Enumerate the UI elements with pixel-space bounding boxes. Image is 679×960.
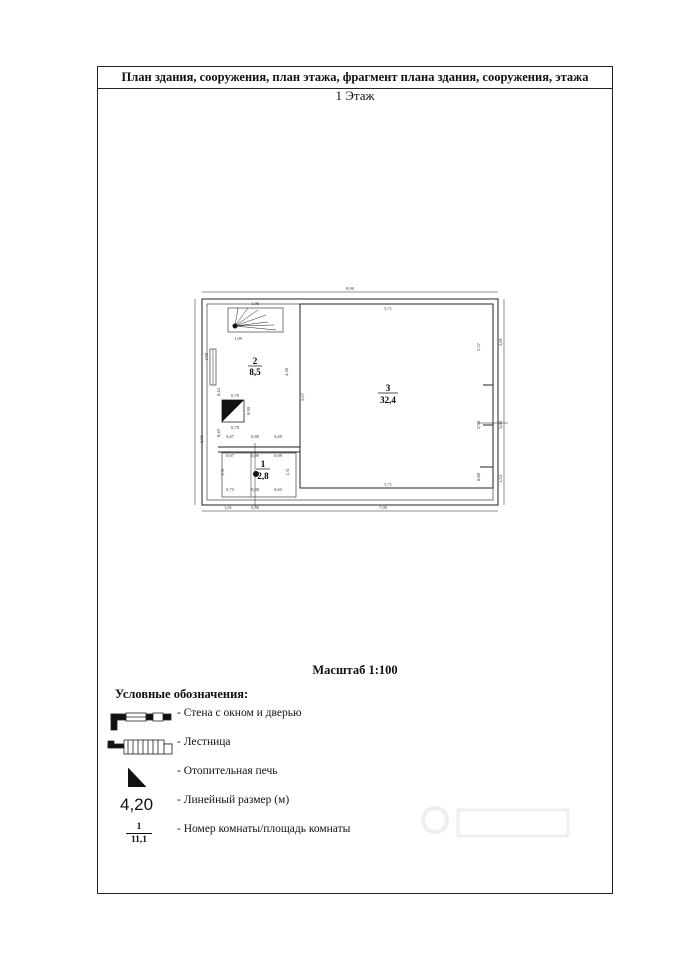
floor-label: 1 Этаж	[335, 88, 375, 103]
dim: 1,06	[251, 301, 259, 306]
legend-stairs-label: - Лестница	[177, 736, 231, 748]
room-2-number: 2	[252, 356, 258, 366]
dim: 5,67	[300, 393, 305, 401]
dim: 1,24	[498, 475, 503, 483]
dimension-example: 4,20	[120, 795, 154, 814]
room-1-number: 1	[260, 459, 266, 469]
room-2-area: 8,5	[249, 367, 261, 377]
room-1-area: 2,8	[257, 471, 269, 481]
dim: 2,57	[476, 343, 481, 351]
stove-fill-icon	[222, 400, 244, 422]
dim: 1,31	[285, 468, 290, 476]
outer-wall	[202, 299, 498, 505]
dim: 0,67	[226, 434, 234, 439]
dim: 0,49	[216, 429, 221, 437]
dim: 7,09	[379, 505, 387, 510]
dim: 0,90	[246, 407, 251, 415]
dim: 1,31	[220, 468, 225, 476]
document-frame	[97, 66, 613, 894]
dim: 0,70	[231, 393, 239, 398]
stairs-icon	[108, 740, 172, 754]
dim: 0,44	[216, 388, 221, 396]
dim: 1,01	[224, 505, 232, 510]
room-3-walls	[300, 304, 493, 488]
scale-label: Масштаб 1:100	[312, 663, 398, 677]
dim: 5,65	[199, 435, 204, 443]
dim: 5,71	[384, 306, 392, 311]
dim: 0,69	[274, 453, 282, 458]
legend-stove-label: - Отопительная печь	[177, 765, 278, 777]
room-number-icon	[126, 822, 152, 845]
stove-legend-icon	[128, 768, 146, 787]
dim: 1,90	[204, 353, 209, 361]
room-example-area: 11,1	[130, 835, 148, 845]
legend-wall-label: - Стена с окном и дверью	[177, 707, 302, 719]
dim: 0,69	[274, 434, 282, 439]
room-3-number: 3	[385, 383, 391, 393]
document-title: План здания, сооружения, план этажа, фрагмент плана здания, сооружения, этажа	[98, 67, 612, 89]
legend-dimension-label: - Линейный размер (м)	[177, 794, 290, 806]
dim: 0,73	[226, 487, 234, 492]
dim: 0,63	[274, 487, 282, 492]
room-3-area: 32,4	[380, 395, 396, 405]
dim: 5,71	[384, 482, 392, 487]
stair-marker-icon	[233, 324, 238, 329]
dim: 0,80	[251, 453, 259, 458]
dim: 2,90	[476, 421, 481, 429]
legend-room-label: - Номер комнаты/площадь комнаты	[177, 823, 351, 835]
dim: 4,38	[284, 368, 289, 376]
floor-plan	[98, 67, 614, 895]
dim: 0,67	[226, 453, 234, 458]
watermark-icon	[413, 780, 583, 860]
dimension-labels	[199, 286, 504, 511]
legend-title: Условные обозначения:	[115, 687, 249, 701]
inner-wall	[207, 304, 493, 500]
dim: 0,80	[251, 434, 259, 439]
dim: 8,90	[346, 286, 354, 291]
wall-window-door-icon	[111, 713, 171, 730]
dim: 1,09	[234, 336, 242, 341]
dim: 0,70	[231, 425, 239, 430]
dim: 3,01	[498, 338, 503, 346]
dim: 3,04	[498, 421, 503, 429]
dim: 0,80	[251, 505, 259, 510]
dim: 0,80	[476, 473, 481, 481]
room-example-number: 1	[136, 822, 142, 832]
dim: 0,80	[251, 487, 259, 492]
